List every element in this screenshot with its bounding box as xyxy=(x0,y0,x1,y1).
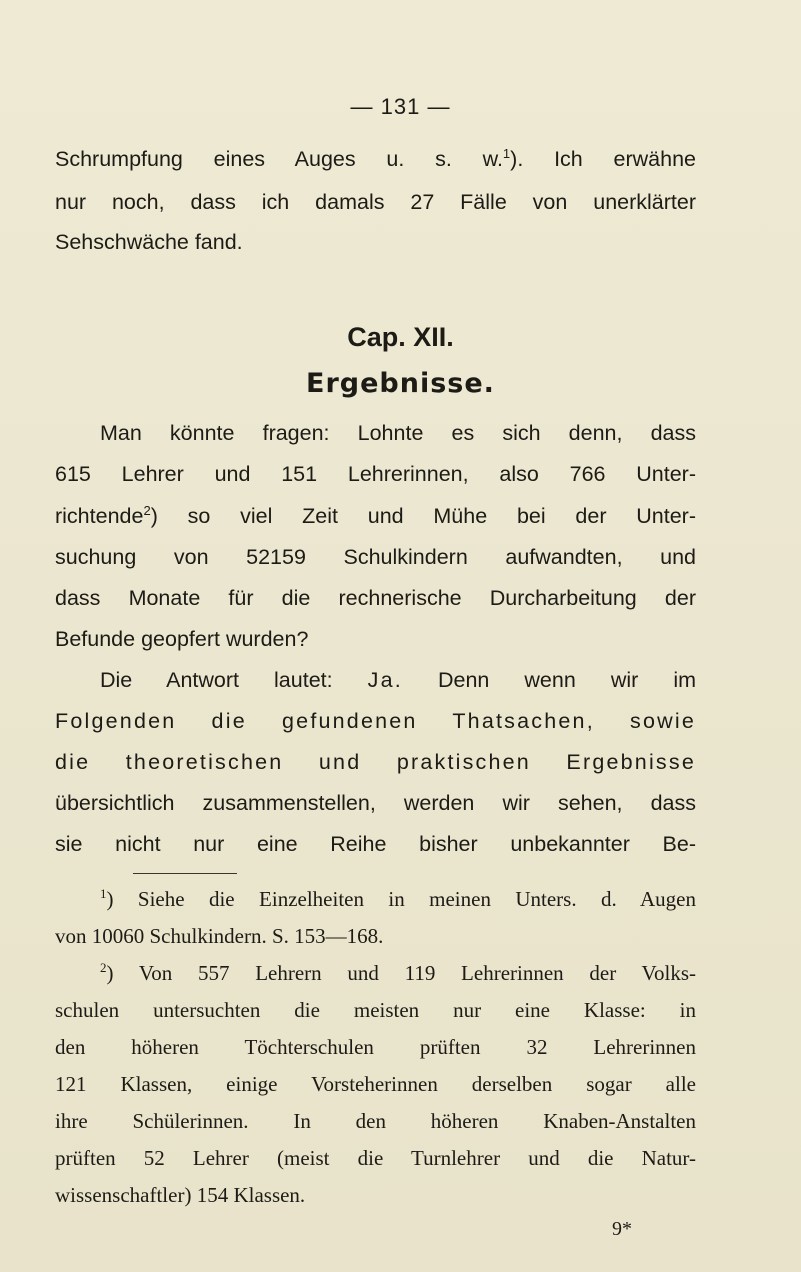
paragraph-2-line-1: Man könnte fragen: Lohnte es sich denn, dass xyxy=(100,421,696,445)
signature-mark: 9* xyxy=(612,1218,632,1240)
text-segment: ) Von 557 Lehrern und 119 Lehrerinnen der Volks- xyxy=(106,961,696,985)
paragraph-1-line-2: nur noch, dass ich damals 27 Fälle von unerklärter xyxy=(55,190,696,214)
footnote-marker-2: 2 xyxy=(100,960,107,975)
paragraph-2-line-5: dass Monate für die rechnerische Durcharbeitung der xyxy=(55,586,696,610)
paragraph-2-line-3 xyxy=(55,502,696,531)
paragraph-3-line-5: sie nicht nur eine Reihe bisher unbekannter Be- xyxy=(55,832,696,856)
paragraph-2-line-4: suchung von 52159 Schulkindern aufwandten, und xyxy=(55,545,696,569)
paragraph-3-line-1 xyxy=(100,666,696,695)
text-segment: ). Ich erwähne xyxy=(510,147,697,171)
page-number: — 131 — xyxy=(350,94,451,119)
footnote-2-line-5: ihre Schülerinnen. In den höheren Knaben-Anstalten xyxy=(55,1109,696,1133)
footnote-marker-1: 1 xyxy=(100,886,107,901)
footnote-divider xyxy=(133,873,237,874)
text-segment: Schrumpfung eines Auges u. s. w. xyxy=(55,147,503,171)
paragraph-1-line-1 xyxy=(55,145,696,174)
text-segment: ) so viel Zeit und Mühe bei der Unter- xyxy=(150,504,696,528)
footnote-1-line-2: von 10060 Schulkindern. S. 153—168. xyxy=(55,924,384,948)
footnote-2-line-1 xyxy=(100,959,696,988)
paragraph-3-line-3: die theoretischen und praktischen Ergebnisse xyxy=(55,750,696,774)
footnote-ref-1: 1 xyxy=(502,145,511,161)
footnote-2-line-4: 121 Klassen, einige Vorsteherinnen derselben sogar alle xyxy=(55,1072,696,1096)
chapter-heading: Cap. XII. xyxy=(347,322,454,352)
footnote-1-line-1 xyxy=(100,885,696,914)
footnote-2-line-6: prüften 52 Lehrer (meist die Turnlehrer und die Natur- xyxy=(55,1146,696,1170)
text-segment: Die Antwort lautet: xyxy=(100,668,368,692)
text-segment: Denn wenn wir im xyxy=(402,668,697,692)
paragraph-3-line-4: übersichtlich zusammenstellen, werden wir sehen, dass xyxy=(55,791,696,815)
text-segment: richtende xyxy=(55,504,144,528)
paragraph-2-line-6: Befunde geopfert wurden? xyxy=(55,627,309,651)
paragraph-2-line-2: 615 Lehrer und 151 Lehrerinnen, also 766 Unter- xyxy=(55,462,696,486)
paragraph-1-line-3: Sehschwäche fand. xyxy=(55,230,243,254)
paragraph-3-line-2: Folgenden die gefundenen Thatsachen, sowie xyxy=(55,709,696,733)
footnote-ref-2: 2 xyxy=(143,502,151,518)
footnote-2-line-3: den höheren Töchterschulen prüften 32 Lehrerinnen xyxy=(55,1035,696,1059)
text-segment: ) Siehe die Einzelheiten in meinen Unters. d. Augen xyxy=(106,887,696,911)
footnote-2-line-7: wissenschaftler) 154 Klassen. xyxy=(55,1183,306,1207)
section-title: Ergebnisse. xyxy=(306,368,495,399)
emphasis-text: Ja. xyxy=(367,668,403,692)
footnote-2-line-2: schulen untersuchten die meisten nur eine Klasse: in xyxy=(55,998,696,1022)
